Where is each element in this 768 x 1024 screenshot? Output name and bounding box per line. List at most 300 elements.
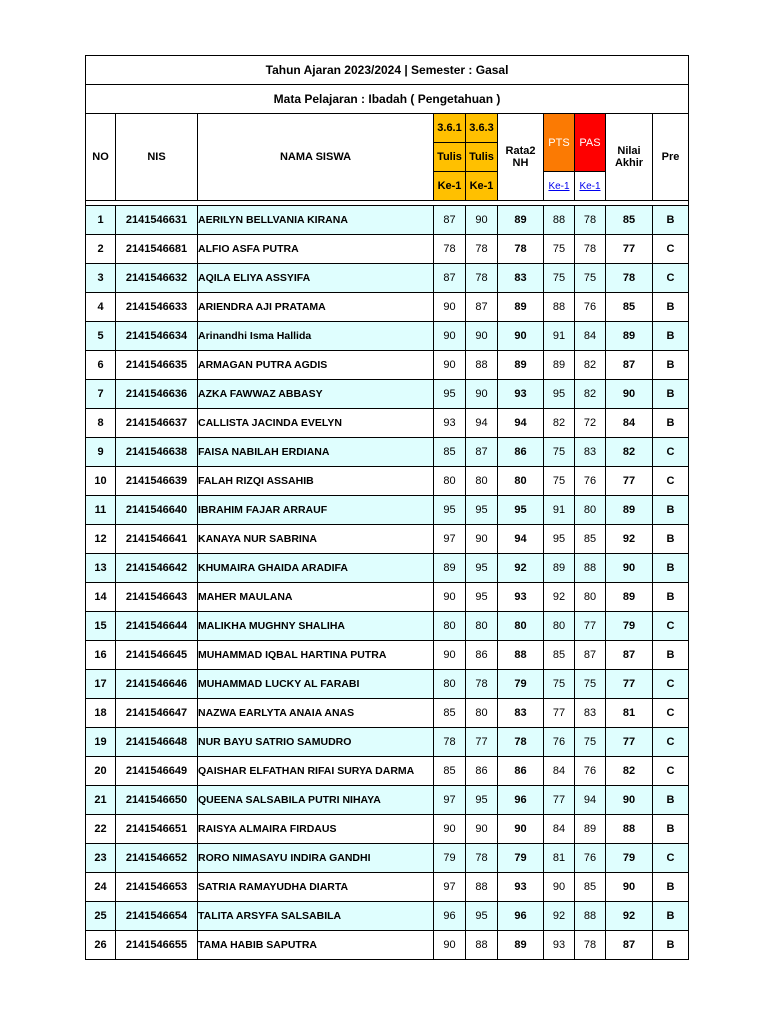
pts-cell: 76: [544, 728, 575, 757]
header-ke1-a: Ke-1: [434, 172, 466, 201]
score-361-cell: 80: [434, 612, 466, 641]
score-361-cell: 95: [434, 380, 466, 409]
pts-cell: 85: [544, 641, 575, 670]
name-cell: AZKA FAWWAZ ABBASY: [198, 380, 434, 409]
name-cell: AERILYN BELLVANIA KIRANA: [198, 206, 434, 235]
predikat-cell: C: [653, 438, 689, 467]
pas-cell: 72: [575, 409, 606, 438]
pts-cell: 75: [544, 670, 575, 699]
score-363-cell: 78: [466, 670, 498, 699]
nis-cell: 2141546633: [116, 293, 198, 322]
score-363-cell: 80: [466, 699, 498, 728]
predikat-cell: B: [653, 525, 689, 554]
header-nilai-akhir: Nilai Akhir: [606, 114, 653, 201]
nis-cell: 2141546653: [116, 873, 198, 902]
rata2-cell: 94: [498, 525, 544, 554]
name-cell: KANAYA NUR SABRINA: [198, 525, 434, 554]
pts-cell: 77: [544, 699, 575, 728]
score-361-cell: 87: [434, 206, 466, 235]
name-cell: ARIENDRA AJI PRATAMA: [198, 293, 434, 322]
name-cell: QUEENA SALSABILA PUTRI NIHAYA: [198, 786, 434, 815]
header-nama: NAMA SISWA: [198, 114, 434, 201]
rata2-cell: 93: [498, 873, 544, 902]
score-361-cell: 89: [434, 554, 466, 583]
pas-ke1-link[interactable]: Ke-1: [579, 181, 601, 192]
nis-cell: 2141546651: [116, 815, 198, 844]
pas-cell: 87: [575, 641, 606, 670]
nis-cell: 2141546648: [116, 728, 198, 757]
name-cell: CALLISTA JACINDA EVELYN: [198, 409, 434, 438]
score-363-cell: 88: [466, 931, 498, 960]
predikat-cell: C: [653, 467, 689, 496]
pts-cell: 89: [544, 554, 575, 583]
score-361-cell: 90: [434, 583, 466, 612]
pts-cell: 88: [544, 206, 575, 235]
pts-cell: 75: [544, 467, 575, 496]
no-cell: 9: [86, 438, 116, 467]
predikat-cell: B: [653, 293, 689, 322]
table-row: [86, 786, 689, 815]
score-361-cell: 97: [434, 786, 466, 815]
no-cell: 10: [86, 467, 116, 496]
predikat-cell: B: [653, 786, 689, 815]
no-cell: 2: [86, 235, 116, 264]
pas-cell: 82: [575, 351, 606, 380]
pts-cell: 89: [544, 351, 575, 380]
nis-cell: 2141546632: [116, 264, 198, 293]
predikat-cell: B: [653, 641, 689, 670]
nilai-akhir-cell: 89: [606, 583, 653, 612]
header-ke1-b: Ke-1: [466, 172, 498, 201]
nis-cell: 2141546646: [116, 670, 198, 699]
score-363-cell: 86: [466, 757, 498, 786]
score-361-cell: 93: [434, 409, 466, 438]
rata2-cell: 80: [498, 612, 544, 641]
header-pas: PAS: [575, 114, 606, 172]
nilai-akhir-cell: 90: [606, 873, 653, 902]
name-cell: ALFIO ASFA PUTRA: [198, 235, 434, 264]
score-361-cell: 78: [434, 235, 466, 264]
score-363-cell: 86: [466, 641, 498, 670]
score-361-cell: 85: [434, 699, 466, 728]
table-row: [86, 467, 689, 496]
nis-cell: 2141546638: [116, 438, 198, 467]
header-tulis-1: Tulis: [434, 143, 466, 172]
nilai-akhir-cell: 89: [606, 496, 653, 525]
name-cell: TAMA HABIB SAPUTRA: [198, 931, 434, 960]
name-cell: ARMAGAN PUTRA AGDIS: [198, 351, 434, 380]
nilai-akhir-cell: 82: [606, 757, 653, 786]
header-kd-361: 3.6.1: [434, 114, 466, 143]
nis-cell: 2141546640: [116, 496, 198, 525]
pts-cell: 80: [544, 612, 575, 641]
table-row: [86, 554, 689, 583]
rata2-cell: 94: [498, 409, 544, 438]
pts-cell: 84: [544, 757, 575, 786]
rata2-cell: 78: [498, 235, 544, 264]
rata2-cell: 93: [498, 583, 544, 612]
pas-cell: 80: [575, 496, 606, 525]
score-363-cell: 95: [466, 496, 498, 525]
rata2-cell: 95: [498, 496, 544, 525]
table-row: [86, 206, 689, 235]
name-cell: NUR BAYU SATRIO SAMUDRO: [198, 728, 434, 757]
nis-cell: 2141546649: [116, 757, 198, 786]
no-cell: 14: [86, 583, 116, 612]
rata2-cell: 89: [498, 351, 544, 380]
pts-ke1-link[interactable]: Ke-1: [548, 181, 570, 192]
rata2-cell: 89: [498, 206, 544, 235]
no-cell: 1: [86, 206, 116, 235]
no-cell: 15: [86, 612, 116, 641]
pas-ke1-cell: [575, 172, 606, 201]
score-361-cell: 80: [434, 467, 466, 496]
pts-cell: 77: [544, 786, 575, 815]
nilai-akhir-cell: 85: [606, 293, 653, 322]
name-cell: RORO NIMASAYU INDIRA GANDHI: [198, 844, 434, 873]
pas-cell: 76: [575, 844, 606, 873]
nis-cell: 2141546645: [116, 641, 198, 670]
rata2-cell: 86: [498, 757, 544, 786]
predikat-cell: C: [653, 235, 689, 264]
predikat-cell: B: [653, 496, 689, 525]
nis-cell: 2141546637: [116, 409, 198, 438]
score-361-cell: 90: [434, 815, 466, 844]
pas-cell: 82: [575, 380, 606, 409]
pas-cell: 89: [575, 815, 606, 844]
nilai-akhir-cell: 87: [606, 351, 653, 380]
rata2-cell: 80: [498, 467, 544, 496]
title-academic-year: Tahun Ajaran 2023/2024 | Semester : Gasal: [86, 56, 689, 85]
table-row: [86, 757, 689, 786]
no-cell: 11: [86, 496, 116, 525]
predikat-cell: B: [653, 815, 689, 844]
pts-cell: 75: [544, 264, 575, 293]
table-row: [86, 380, 689, 409]
rata2-cell: 89: [498, 931, 544, 960]
header-tulis-2: Tulis: [466, 143, 498, 172]
pas-cell: 88: [575, 902, 606, 931]
nilai-akhir-cell: 82: [606, 438, 653, 467]
rata2-cell: 79: [498, 670, 544, 699]
nilai-akhir-cell: 81: [606, 699, 653, 728]
pas-cell: 78: [575, 235, 606, 264]
table-row: [86, 525, 689, 554]
nilai-akhir-cell: 79: [606, 844, 653, 873]
pas-cell: 83: [575, 438, 606, 467]
score-363-cell: 95: [466, 902, 498, 931]
no-cell: 13: [86, 554, 116, 583]
nis-cell: 2141546641: [116, 525, 198, 554]
score-363-cell: 95: [466, 554, 498, 583]
score-361-cell: 80: [434, 670, 466, 699]
pts-cell: 90: [544, 873, 575, 902]
name-cell: TALITA ARSYFA SALSABILA: [198, 902, 434, 931]
no-cell: 19: [86, 728, 116, 757]
name-cell: RAISYA ALMAIRA FIRDAUS: [198, 815, 434, 844]
predikat-cell: B: [653, 931, 689, 960]
rata2-cell: 93: [498, 380, 544, 409]
no-cell: 8: [86, 409, 116, 438]
nilai-akhir-cell: 90: [606, 380, 653, 409]
score-363-cell: 90: [466, 815, 498, 844]
score-361-cell: 85: [434, 757, 466, 786]
score-361-cell: 90: [434, 351, 466, 380]
table-row: [86, 235, 689, 264]
pas-cell: 78: [575, 931, 606, 960]
predikat-cell: C: [653, 844, 689, 873]
rata2-cell: 79: [498, 844, 544, 873]
nis-cell: 2141546643: [116, 583, 198, 612]
score-363-cell: 94: [466, 409, 498, 438]
no-cell: 21: [86, 786, 116, 815]
pas-cell: 76: [575, 467, 606, 496]
pas-cell: 83: [575, 699, 606, 728]
name-cell: MUHAMMAD IQBAL HARTINA PUTRA: [198, 641, 434, 670]
predikat-cell: C: [653, 264, 689, 293]
grade-table: [85, 55, 689, 960]
header-rata2: Rata2 NH: [498, 114, 544, 201]
score-361-cell: 96: [434, 902, 466, 931]
table-row: [86, 583, 689, 612]
name-cell: NAZWA EARLYTA ANAIA ANAS: [198, 699, 434, 728]
score-363-cell: 90: [466, 525, 498, 554]
pas-cell: 76: [575, 293, 606, 322]
rata2-cell: 96: [498, 786, 544, 815]
table-row: [86, 351, 689, 380]
nilai-akhir-cell: 89: [606, 322, 653, 351]
nilai-akhir-cell: 77: [606, 728, 653, 757]
predikat-cell: C: [653, 699, 689, 728]
nilai-akhir-cell: 90: [606, 554, 653, 583]
name-cell: MUHAMMAD LUCKY AL FARABI: [198, 670, 434, 699]
rata2-cell: 92: [498, 554, 544, 583]
header-kd-363: 3.6.3: [466, 114, 498, 143]
no-cell: 3: [86, 264, 116, 293]
predikat-cell: B: [653, 409, 689, 438]
pts-cell: 75: [544, 235, 575, 264]
name-cell: MAHER MAULANA: [198, 583, 434, 612]
table-row: [86, 409, 689, 438]
table-row: [86, 699, 689, 728]
score-361-cell: 97: [434, 525, 466, 554]
rata2-cell: 89: [498, 293, 544, 322]
nilai-akhir-cell: 77: [606, 670, 653, 699]
no-cell: 26: [86, 931, 116, 960]
nis-cell: 2141546650: [116, 786, 198, 815]
nis-cell: 2141546631: [116, 206, 198, 235]
pas-cell: 85: [575, 873, 606, 902]
nis-cell: 2141546647: [116, 699, 198, 728]
score-363-cell: 87: [466, 293, 498, 322]
name-cell: AQILA ELIYA ASSYIFA: [198, 264, 434, 293]
table-row: [86, 496, 689, 525]
predikat-cell: C: [653, 612, 689, 641]
nilai-akhir-cell: 77: [606, 235, 653, 264]
header-pre: Pre: [653, 114, 689, 201]
predikat-cell: B: [653, 873, 689, 902]
predikat-cell: B: [653, 554, 689, 583]
name-cell: KHUMAIRA GHAIDA ARADIFA: [198, 554, 434, 583]
pas-cell: 76: [575, 757, 606, 786]
no-cell: 7: [86, 380, 116, 409]
pas-cell: 80: [575, 583, 606, 612]
score-363-cell: 80: [466, 612, 498, 641]
pts-cell: 95: [544, 380, 575, 409]
nis-cell: 2141546654: [116, 902, 198, 931]
no-cell: 16: [86, 641, 116, 670]
rata2-cell: 86: [498, 438, 544, 467]
nis-cell: 2141546635: [116, 351, 198, 380]
nis-cell: 2141546634: [116, 322, 198, 351]
pts-cell: 82: [544, 409, 575, 438]
pas-cell: 85: [575, 525, 606, 554]
name-cell: FALAH RIZQI ASSAHIB: [198, 467, 434, 496]
score-363-cell: 80: [466, 467, 498, 496]
nilai-akhir-cell: 84: [606, 409, 653, 438]
no-cell: 5: [86, 322, 116, 351]
nilai-akhir-cell: 78: [606, 264, 653, 293]
score-363-cell: 90: [466, 380, 498, 409]
table-row: [86, 931, 689, 960]
nilai-akhir-cell: 77: [606, 467, 653, 496]
title-subject: Mata Pelajaran : Ibadah ( Pengetahuan ): [86, 85, 689, 114]
predikat-cell: C: [653, 728, 689, 757]
score-361-cell: 95: [434, 496, 466, 525]
table-row: [86, 670, 689, 699]
pas-cell: 75: [575, 670, 606, 699]
predikat-cell: B: [653, 902, 689, 931]
nis-cell: 2141546642: [116, 554, 198, 583]
pts-cell: 92: [544, 583, 575, 612]
score-363-cell: 87: [466, 438, 498, 467]
student-rows: [86, 206, 689, 960]
nilai-akhir-cell: 87: [606, 931, 653, 960]
name-cell: MALIKHA MUGHNY SHALIHA: [198, 612, 434, 641]
rata2-cell: 78: [498, 728, 544, 757]
rata2-cell: 83: [498, 264, 544, 293]
predikat-cell: C: [653, 670, 689, 699]
no-cell: 25: [86, 902, 116, 931]
predikat-cell: B: [653, 322, 689, 351]
no-cell: 20: [86, 757, 116, 786]
score-363-cell: 90: [466, 322, 498, 351]
score-361-cell: 85: [434, 438, 466, 467]
pas-cell: 88: [575, 554, 606, 583]
table-row: [86, 844, 689, 873]
name-cell: SATRIA RAMAYUDHA DIARTA: [198, 873, 434, 902]
nis-cell: 2141546636: [116, 380, 198, 409]
score-361-cell: 90: [434, 322, 466, 351]
pas-cell: 78: [575, 206, 606, 235]
pas-cell: 84: [575, 322, 606, 351]
no-cell: 17: [86, 670, 116, 699]
score-363-cell: 77: [466, 728, 498, 757]
nilai-akhir-cell: 87: [606, 641, 653, 670]
score-363-cell: 78: [466, 844, 498, 873]
no-cell: 24: [86, 873, 116, 902]
pas-cell: 94: [575, 786, 606, 815]
no-cell: 23: [86, 844, 116, 873]
score-363-cell: 78: [466, 264, 498, 293]
predikat-cell: B: [653, 206, 689, 235]
name-cell: QAISHAR ELFATHAN RIFAI SURYA DARMA: [198, 757, 434, 786]
pts-cell: 91: [544, 322, 575, 351]
no-cell: 6: [86, 351, 116, 380]
score-363-cell: 78: [466, 235, 498, 264]
score-363-cell: 88: [466, 873, 498, 902]
name-cell: Arinandhi Isma Hallida: [198, 322, 434, 351]
score-363-cell: 95: [466, 786, 498, 815]
name-cell: FAISA NABILAH ERDIANA: [198, 438, 434, 467]
nilai-akhir-cell: 85: [606, 206, 653, 235]
table-row: [86, 641, 689, 670]
pas-cell: 75: [575, 264, 606, 293]
nilai-akhir-cell: 88: [606, 815, 653, 844]
pas-cell: 75: [575, 728, 606, 757]
nis-cell: 2141546681: [116, 235, 198, 264]
name-cell: IBRAHIM FAJAR ARRAUF: [198, 496, 434, 525]
rata2-cell: 83: [498, 699, 544, 728]
score-361-cell: 90: [434, 293, 466, 322]
nilai-akhir-cell: 92: [606, 902, 653, 931]
pts-cell: 91: [544, 496, 575, 525]
predikat-cell: B: [653, 583, 689, 612]
score-361-cell: 90: [434, 641, 466, 670]
pts-cell: 84: [544, 815, 575, 844]
rata2-cell: 88: [498, 641, 544, 670]
nis-cell: 2141546655: [116, 931, 198, 960]
pts-cell: 75: [544, 438, 575, 467]
no-cell: 22: [86, 815, 116, 844]
rata2-cell: 96: [498, 902, 544, 931]
predikat-cell: B: [653, 380, 689, 409]
score-363-cell: 90: [466, 206, 498, 235]
score-361-cell: 90: [434, 931, 466, 960]
header-nis: NIS: [116, 114, 198, 201]
nilai-akhir-cell: 79: [606, 612, 653, 641]
header-pts: PTS: [544, 114, 575, 172]
nis-cell: 2141546639: [116, 467, 198, 496]
score-361-cell: 78: [434, 728, 466, 757]
table-row: [86, 293, 689, 322]
score-363-cell: 88: [466, 351, 498, 380]
pts-cell: 88: [544, 293, 575, 322]
rata2-cell: 90: [498, 815, 544, 844]
pts-cell: 93: [544, 931, 575, 960]
score-361-cell: 79: [434, 844, 466, 873]
header-no: NO: [86, 114, 116, 201]
pts-cell: 81: [544, 844, 575, 873]
no-cell: 12: [86, 525, 116, 554]
table-row: [86, 612, 689, 641]
table-row: [86, 264, 689, 293]
table-row: [86, 815, 689, 844]
nis-cell: 2141546652: [116, 844, 198, 873]
pts-cell: 95: [544, 525, 575, 554]
no-cell: 4: [86, 293, 116, 322]
table-row: [86, 322, 689, 351]
table-row: [86, 438, 689, 467]
pts-cell: 92: [544, 902, 575, 931]
pts-ke1-cell: [544, 172, 575, 201]
nis-cell: 2141546644: [116, 612, 198, 641]
nilai-akhir-cell: 92: [606, 525, 653, 554]
no-cell: 18: [86, 699, 116, 728]
table-row: [86, 728, 689, 757]
rata2-cell: 90: [498, 322, 544, 351]
score-363-cell: 95: [466, 583, 498, 612]
